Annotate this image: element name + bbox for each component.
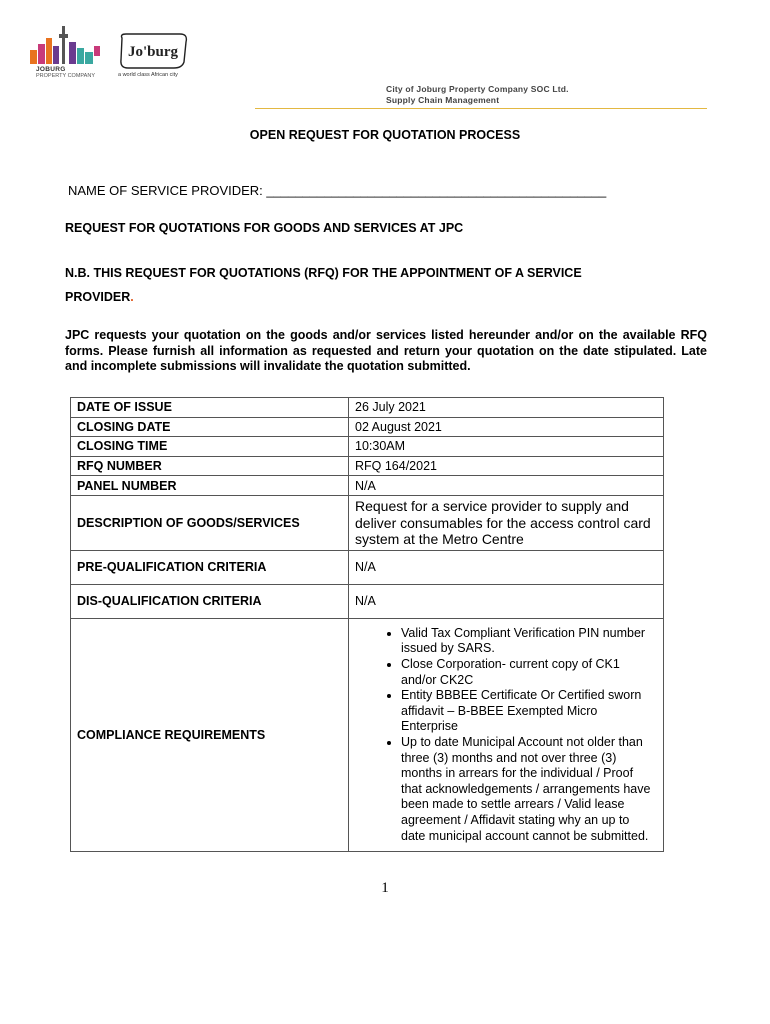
row-label-panel-number: PANEL NUMBER: [71, 476, 349, 496]
jpc-logo-line1: JOBURG: [36, 66, 66, 73]
row-value-closing-date: 02 August 2021: [349, 417, 664, 437]
intro-paragraph: JPC requests your quotation on the goods and/or services listed hereunder and/or on the available RFQ forms. Please furnish all information as requested and return your quotation on the date stipulated. Late and incomplete submissions will invalidate the quotation submitted.: [65, 328, 707, 373]
row-label-pre-qualification: PRE-QUALIFICATION CRITERIA: [71, 550, 349, 584]
row-label-compliance: COMPLIANCE REQUIREMENTS: [71, 618, 349, 851]
row-value-dis-qualification: N/A: [349, 584, 664, 618]
service-provider-name-line: NAME OF SERVICE PROVIDER: _______________________________________________: [68, 183, 607, 198]
jpc-logo-line2: PROPERTY COMPANY: [36, 73, 95, 79]
row-value-rfq-number: RFQ 164/2021: [349, 456, 664, 476]
row-label-description: DESCRIPTION OF GOODS/SERVICES: [71, 495, 349, 550]
page-number: 1: [381, 880, 389, 896]
joburg-wordmark: Jo'burg: [128, 44, 179, 60]
compliance-list: [355, 626, 657, 844]
table-row: [71, 495, 664, 550]
nb-notice-line1: N.B. THIS REQUEST FOR QUOTATIONS (RFQ) FOR THE APPOINTMENT OF A SERVICE: [65, 266, 582, 280]
row-value-panel-number: N/A: [349, 476, 664, 496]
row-label-dis-qualification: DIS-QUALIFICATION CRITERIA: [71, 584, 349, 618]
table-row: [71, 618, 664, 851]
rfq-heading: REQUEST FOR QUOTATIONS FOR GOODS AND SERVICES AT JPC: [65, 221, 464, 235]
list-item: • Close Corporation- current copy of CK1 and/or CK2C: [401, 657, 657, 688]
row-value-description: Request for a service provider to supply and deliver consumables for the access control card system at the Metro Centre: [349, 495, 664, 550]
list-item: • Valid Tax Compliant Verification PIN number issued by SARS.: [401, 626, 657, 657]
joburg-tagline: a world class African city: [118, 72, 178, 78]
row-value-date-of-issue: 26 July 2021: [349, 398, 664, 418]
company-department: Supply Chain Management: [386, 95, 500, 105]
list-item: • Entity BBBEE Certificate Or Certified sworn affidavit – B-BBEE Exempted Micro Enterprise: [401, 688, 657, 735]
table-row: [71, 437, 664, 457]
rfq-details-table: [70, 397, 664, 852]
row-value-compliance: [349, 618, 664, 851]
table-row: [71, 550, 664, 584]
list-item: • Up to date Municipal Account not older than three (3) months and not over three (3) months in arrears for the individual / Proof that acknowledgements / arrangements have been made to settle arrears / Valid lease agreement / Affidavit stating why an up to date municipal account cannot be submitted.: [401, 735, 657, 844]
document-title: OPEN REQUEST FOR QUOTATION PROCESS: [249, 128, 521, 142]
nb-notice-line2-text: PROVIDER: [65, 290, 131, 304]
header-rule: [255, 108, 707, 109]
row-label-closing-time: CLOSING TIME: [71, 437, 349, 457]
table-row: [71, 584, 664, 618]
table-row: [71, 456, 664, 476]
row-label-date-of-issue: DATE OF ISSUE: [71, 398, 349, 418]
nb-notice-line2: [65, 290, 134, 304]
joburg-logo: [118, 32, 190, 70]
row-value-closing-time: 10:30AM: [349, 437, 664, 457]
row-label-closing-date: CLOSING DATE: [71, 417, 349, 437]
table-row: [71, 417, 664, 437]
table-row: [71, 476, 664, 496]
table-row: [71, 398, 664, 418]
company-name: City of Joburg Property Company SOC Ltd.: [386, 84, 569, 94]
row-label-rfq-number: RFQ NUMBER: [71, 456, 349, 476]
nb-notice-dot: .: [130, 290, 134, 304]
row-value-pre-qualification: N/A: [349, 550, 664, 584]
